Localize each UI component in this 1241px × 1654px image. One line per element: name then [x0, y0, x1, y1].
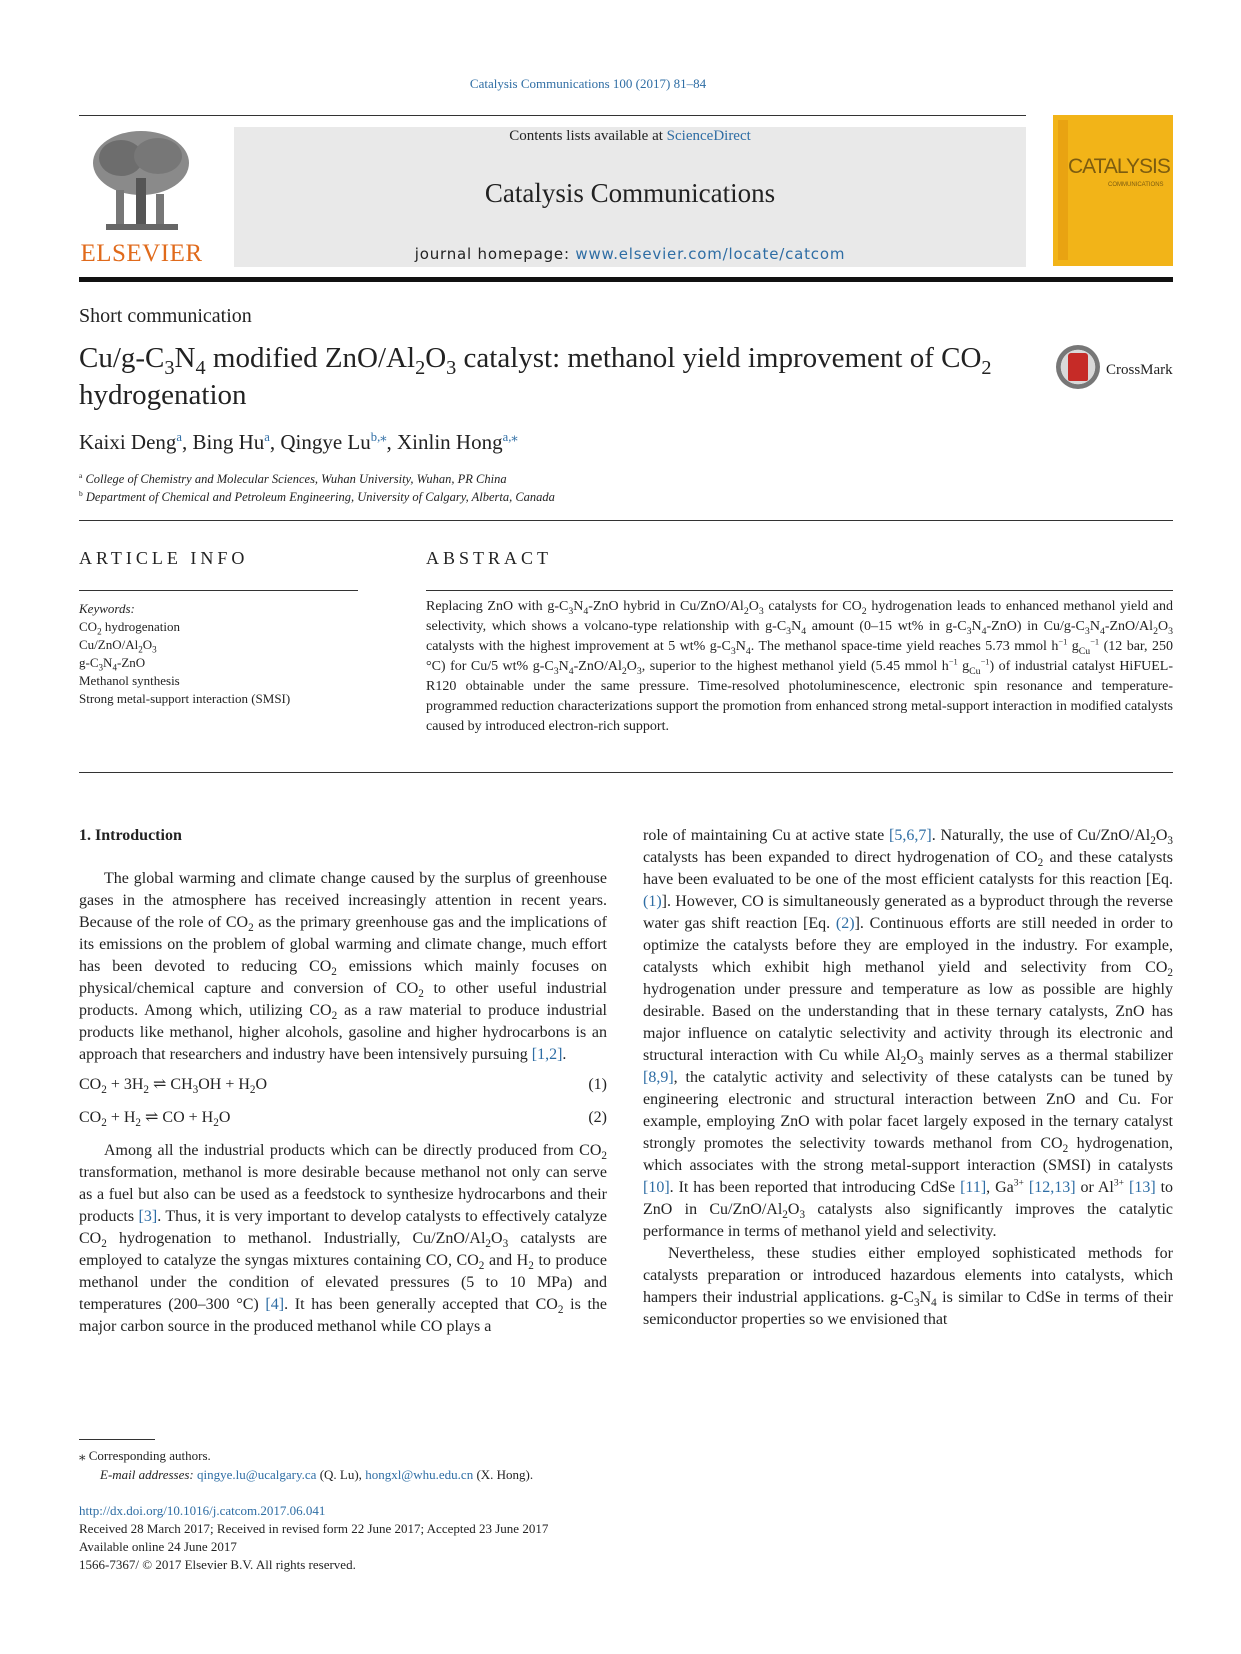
keyword-item: Methanol synthesis [79, 673, 180, 688]
email-label: E-mail addresses: [100, 1467, 198, 1482]
keyword-item: $CO_2$ hydrogenation [79, 619, 180, 637]
equation-2-text: $CO_2 + H_2$ ⇌ CO + $H_2O$ [79, 1109, 231, 1130]
contents-line [234, 128, 1026, 145]
equation-1-text: $CO_2 + 3H_2$ ⇌ $CH_3OH + H_2O$ [79, 1076, 268, 1097]
article-title: $Cu/g-C_3N_4$ modified ZnO/$Al_2O_3$ catalyst: methanol yield improvement of $CO_2$ hydrogenation [79, 342, 992, 411]
affiliation-a: $^a$ College of Chemistry and Molecular Sciences, Wuhan University, Wuhan, PR China [79, 470, 507, 486]
article-info-rule [79, 590, 358, 591]
elsevier-logo-text: ELSEVIER [80, 240, 203, 267]
sciencedirect-link[interactable]: ScienceDirect [666, 128, 751, 144]
section-heading: 1. Introduction [79, 827, 182, 844]
received-dates: Received 28 March 2017; Received in revised form 22 June 2017; Accepted 23 June 2017 [79, 1521, 549, 1536]
paragraph: role of maintaining Cu at active state [5,6,7]. Naturally, the use of $Cu/ZnO/Al_2O_3$ catalysts has been expanded to direct hydrogenation of $CO_2$ and these catalysts have been evaluated to be one of the most efficient catalysts for this reaction [Eq. (1)]. However, CO is simultaneously generated as a byproduct through the reverse water gas shift reaction [Eq. (2)]. Continuous efforts are still needed in order to optimize the catalysts before they are employed in the industry. For example, catalysts which exhibit high methanol yield and selectivity from $CO_2$ hydrogenation under pressure and temperature as low as possible are highly desirable. Based on the understanding that in these ternary catalysts, ZnO has major influence on catalytic selectivity and activity through its electronic and structural interaction with Cu while $Al_2O_3$ mainly serves as a thermal stabilizer [8,9], the catalytic activity and selectivity of these catalysts can be tuned by engineering electronic and structural interaction between ZnO and Cu. For example, employing ZnO with polar facet largely exposed in the ternary catalyst strongly promotes the selectivity towards methanol from $CO_2$ hydrogenation, which associates with the strong metal-support interaction (SMSI) in catalysts [10]. It has been reported that introducing CdSe [11], $Ga^{3+}$ [12,13] or $Al^{3+}$ [13] to ZnO in $Cu/ZnO/Al_2O_3$ catalysts also significantly improves the catalytic performance in terms of methanol yield and selectivity. [643, 827, 1174, 1240]
abstract-heading: ABSTRACT [426, 548, 553, 568]
journal-name: Catalysis Communications [484, 178, 776, 208]
equation-2 [79, 1107, 607, 1129]
paragraph: Among all the industrial products which can be directly produced from $CO_2$ transformation, methanol is more desirable because methanol not only can serve as a fuel but also can be used as a feedstock to synthesize hydrocarbons and their products [3]. Thus, it is very important to develop catalysts to effectively catalyze $CO_2$ hydrogenation to methanol. Industrially, $Cu/ZnO/Al_2O_3$ catalysts are employed to catalyze the syngas mixtures containing CO, $CO_2$ and $H_2$ to produce methanol under the condition of elevated pressures (5 to 10 MPa) and temperatures (200–300 °C) [4]. It has been generally accepted that $CO_2$ is the major carbon source in the produced methanol while CO plays a [79, 1142, 608, 1335]
cover-subtitle: COMMUNICATIONS [1108, 182, 1164, 188]
keywords-block [79, 600, 369, 708]
header-rule [79, 115, 1026, 116]
equation-1-number: (1) [588, 1076, 607, 1093]
keywords-label: Keywords: [79, 601, 135, 616]
email-link-2[interactable]: hongxl@whu.edu.cn [365, 1467, 474, 1482]
article-type: Short communication [79, 305, 252, 327]
homepage-prefix: journal homepage: [414, 245, 576, 263]
email-link-1[interactable]: qingye.lu@ucalgary.ca [197, 1467, 317, 1482]
cover-strip [1058, 120, 1068, 260]
keyword-item: $g-C_3N_4$-ZnO [79, 655, 146, 673]
keyword-item: Strong metal-support interaction (SMSI) [79, 691, 291, 706]
email-name-1: (Q. Lu), [316, 1467, 366, 1482]
abstract-rule [426, 590, 1173, 591]
email-line [100, 1466, 533, 1484]
paragraph: The global warming and climate change caused by the surplus of greenhouse gases in the atmosphere has received increasingly attention in recent years. Because of the role of $CO_2$ as the primary greenhouse gas and the implications of its emissions on the problem of global warming and climate change, much effort has been devoted to reducing $CO_2$ emissions which mainly focuses on physical/chemical capture and conversion of $CO_2$ to other useful industrial products. Among which, utilizing $CO_2$ as a raw material to produce industrial products like methanol, higher alcohols, gasoline and higher hydrocarbons is an approach that researchers and industry have been intensively pursuing [1,2]. [79, 870, 608, 1063]
author-list: Kaixi Deng$^a$, Bing Hu$^a$, Qingye $Lu^{b,⁎}$, Xinlin Hong$^{a,⁎}$ [79, 430, 518, 454]
equation-2-number: (2) [588, 1109, 607, 1126]
header-thick-rule [79, 277, 1173, 282]
right-column [643, 825, 1173, 1331]
equation-1 [79, 1074, 607, 1096]
homepage-line [234, 245, 1026, 263]
affiliation-b: $^b$ Department of Chemical and Petroleum Engineering, University of Calgary, Alberta, Canada [79, 488, 555, 504]
footnote-rule [79, 1439, 155, 1440]
crossmark-label[interactable]: CrossMark [1106, 362, 1173, 378]
affiliation-b-text: Department of Chemical and Petroleum Engineering, University of Calgary, Alberta, Canada [85, 490, 555, 504]
email-name-2: (X. Hong). [473, 1467, 534, 1482]
corresponding-note: ⁎ Corresponding authors. [79, 1448, 211, 1463]
journal-citation[interactable]: Catalysis Communications 100 (2017) 81–84 [469, 76, 707, 91]
cover-title: CATALYSIS [1068, 155, 1170, 178]
affiliation-a-text: College of Chemistry and Molecular Sciences, Wuhan University, Wuhan, PR China [85, 472, 507, 486]
contents-prefix: Contents lists available at [509, 128, 667, 144]
paragraph: Nevertheless, these studies either employed sophisticated methods for catalysts preparation or introduced hazardous elements into catalysts, which hampers their industrial applications. $g-C_3N_4$ is similar to CdSe in terms of their semiconductor properties so we envisioned that [643, 1245, 1173, 1328]
abstract-text: Replacing ZnO with $g-C_3N_4$-ZnO hybrid in $Cu/ZnO/Al_2O_3$ catalysts for $CO_2$ hydrogenation leads to enhanced methanol yield and selectivity, which shows a volcano-type relationship with $g-C_3N_4$ amount (0–15 wt% in $g-C_3N_4-ZnO$) in $Cu/g-C_3N_4-ZnO/Al_2O_3$ catalysts with the highest improvement at 5 wt% $g-C_3N_4$. The methanol space-time yield reaches 5.73 mmol $h^{-1}$ $g_{Cu}^{-1}$ (12 bar, 250 °C) for Cu/5 wt% $g-C_3N_4-ZnO/Al_2O_3$, superior to the highest methanol yield (5.45 mmol $h^{-1}$ $g_{Cu}^{-1}$) of industrial catalyst HiFUEL-R120 obtainable under the same pressure. Time-resolved photoluminescence, electronic spin resonance and temperature-programmed reduction characterizations support the promotion from enhanced strong metal-support interaction in modified catalysts caused by introduced electron-rich support. [426, 599, 1174, 734]
journal-cover-image[interactable] [1053, 115, 1173, 266]
title-rule [79, 520, 1173, 521]
elsevier-tree-logo [86, 128, 196, 236]
doi-link[interactable]: http://dx.doi.org/10.1016/j.catcom.2017.06.041 [79, 1503, 326, 1518]
abstract-bottom-rule [79, 772, 1173, 773]
left-column [79, 825, 607, 1338]
available-online: Available online 24 June 2017 [79, 1539, 237, 1554]
article-info-heading: ARTICLE INFO [79, 548, 249, 568]
copyright: 1566-7367/ © 2017 Elsevier B.V. All rights reserved. [79, 1557, 356, 1572]
crossmark-bookmark-icon [1068, 353, 1088, 381]
homepage-link[interactable]: www.elsevier.com/locate/catcom [575, 245, 846, 263]
keyword-item: $Cu/ZnO/Al_2O_3$ [79, 637, 157, 655]
